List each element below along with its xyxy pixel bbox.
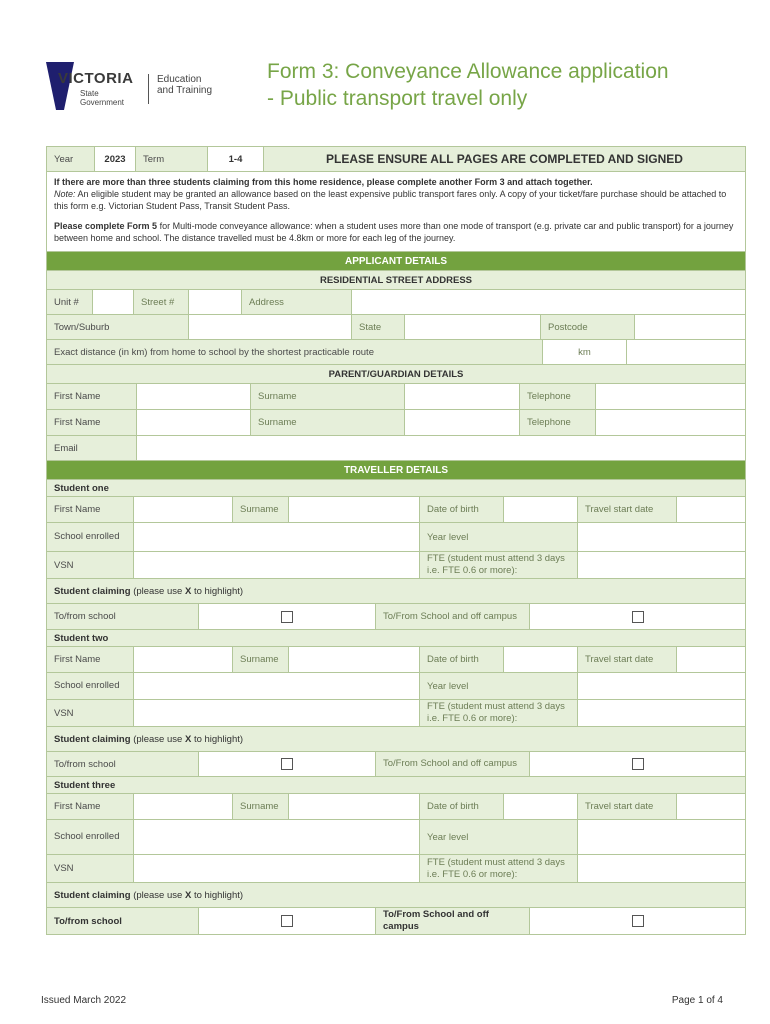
s3-to-from-label: To/from school	[47, 908, 199, 934]
s1-surname-input[interactable]	[289, 497, 420, 522]
s2-to-from-checkbox[interactable]	[199, 752, 376, 776]
parent2-telephone-label: Telephone	[520, 410, 596, 435]
email-row	[47, 436, 745, 461]
street-label: Street #	[134, 290, 189, 314]
student2-school-row	[47, 673, 745, 700]
parent1-surname-label: Surname	[251, 384, 405, 409]
s1-mode-row	[47, 604, 745, 630]
s1-vsn-input[interactable]	[134, 552, 420, 578]
s2-claiming-row	[47, 727, 745, 752]
s3-fte-input[interactable]	[578, 855, 745, 882]
street-input[interactable]	[189, 290, 242, 314]
s3-claiming-label: Student claiming (please use X to highlight)	[47, 883, 745, 907]
logo-name: VICTORIA	[58, 70, 134, 87]
checkbox-icon[interactable]	[281, 611, 293, 623]
info-line1: If there are more than three students claiming from this home residence, please complete another Form 3 and attach together.	[54, 177, 593, 187]
s3-dob-label: Date of birth	[420, 794, 504, 819]
s2-off-campus-checkbox[interactable]	[530, 752, 745, 776]
info-form5: Please complete Form 5 for Multi-mode conveyance allowance: when a student uses more than one mode of transport (e.g. private car and public transport) for a journey between home and school. The distance travelled must be 4.8km or more for each leg of the journey.	[54, 221, 734, 243]
page-number: Page 1 of 4	[671, 995, 723, 1006]
s3-first-input[interactable]	[134, 794, 233, 819]
s3-mode-row	[47, 908, 745, 934]
state-input[interactable]	[405, 315, 541, 339]
checkbox-icon[interactable]	[632, 611, 644, 623]
parent1-surname-input[interactable]	[405, 384, 520, 409]
s3-vsn-input[interactable]	[134, 855, 420, 882]
s3-to-from-checkbox[interactable]	[199, 908, 376, 934]
s1-surname-label: Surname	[233, 497, 289, 522]
s2-fte-label: FTE (student must attend 3 days i.e. FTE 0.6 or more):	[420, 700, 578, 726]
student3-name-row	[47, 794, 745, 820]
s2-vsn-label: VSN	[47, 700, 134, 726]
s1-dob-input[interactable]	[504, 497, 578, 522]
s3-year-level-input[interactable]	[578, 820, 745, 854]
s1-fte-input[interactable]	[578, 552, 745, 578]
s3-claiming-row	[47, 883, 745, 908]
checkbox-icon[interactable]	[281, 758, 293, 770]
page-header	[0, 0, 770, 140]
issued-date: Issued March 2022	[41, 995, 127, 1006]
s2-travel-start-label: Travel start date	[578, 647, 677, 672]
email-input[interactable]	[137, 436, 745, 460]
s2-surname-input[interactable]	[289, 647, 420, 672]
parent2-surname-input[interactable]	[405, 410, 520, 435]
unit-input[interactable]	[93, 290, 134, 314]
s2-year-level-label: Year level	[420, 673, 578, 699]
student1-school-row	[47, 523, 745, 552]
year-term-row	[47, 147, 745, 172]
email-label: Email	[47, 436, 137, 460]
s3-vsn-label: VSN	[47, 855, 134, 882]
s3-surname-input[interactable]	[289, 794, 420, 819]
unit-label: Unit #	[47, 290, 93, 314]
parent2-first-label: First Name	[47, 410, 137, 435]
s3-fte-label: FTE (student must attend 3 days i.e. FTE 0.6 or more):	[420, 855, 578, 882]
department-name: Education and Training	[157, 74, 213, 96]
s3-first-label: First Name	[47, 794, 134, 819]
km-label[interactable]: km	[543, 340, 627, 364]
s2-claiming-label: Student claiming (please use X to highlight)	[47, 727, 745, 751]
traveller-banner: TRAVELLER DETAILS	[47, 461, 745, 479]
s1-to-from-label: To/from school	[47, 604, 199, 629]
s2-year-level-input[interactable]	[578, 673, 745, 699]
application-form	[46, 146, 746, 935]
s1-fte-label: FTE (student must attend 3 days i.e. FTE 0.6 or more):	[420, 552, 578, 578]
s3-surname-label: Surname	[233, 794, 289, 819]
address-header: RESIDENTIAL STREET ADDRESS	[47, 271, 745, 289]
s1-year-level-input[interactable]	[578, 523, 745, 551]
s3-travel-start-input[interactable]	[677, 794, 745, 819]
s1-travel-start-input[interactable]	[677, 497, 745, 522]
parent2-first-input[interactable]	[137, 410, 251, 435]
s2-school-label: School enrolled	[47, 673, 134, 699]
applicant-banner: APPLICANT DETAILS	[47, 252, 745, 270]
s2-fte-input[interactable]	[578, 700, 745, 726]
s1-claiming-label: Student claiming (please use X to highlight)	[47, 579, 745, 603]
logo-sub: State Government	[80, 89, 125, 107]
s2-first-input[interactable]	[134, 647, 233, 672]
parent1-first-input[interactable]	[137, 384, 251, 409]
parent2-telephone-input[interactable]	[596, 410, 745, 435]
s3-travel-start-label: Travel start date	[578, 794, 677, 819]
s2-dob-input[interactable]	[504, 647, 578, 672]
s1-first-label: First Name	[47, 497, 134, 522]
term-label: Term	[136, 147, 208, 171]
parent1-telephone-label: Telephone	[520, 384, 596, 409]
s2-to-from-label: To/from school	[47, 752, 199, 776]
s2-vsn-input[interactable]	[134, 700, 420, 726]
s3-year-level-label: Year level	[420, 820, 578, 854]
term-value[interactable]: 1-4	[208, 147, 264, 171]
s3-school-input[interactable]	[134, 820, 420, 854]
s1-first-input[interactable]	[134, 497, 233, 522]
parent1-first-label: First Name	[47, 384, 137, 409]
s2-mode-row	[47, 752, 745, 777]
parent-header: PARENT/GUARDIAN DETAILS	[47, 365, 745, 383]
student3-vsn-row	[47, 855, 745, 883]
student-title: Student three	[47, 777, 745, 793]
s1-to-from-checkbox[interactable]	[199, 604, 376, 629]
parent1-telephone-input[interactable]	[596, 384, 745, 409]
town-row	[47, 315, 745, 340]
address-input[interactable]	[352, 290, 745, 314]
s2-dob-label: Date of birth	[420, 647, 504, 672]
s1-school-label: School enrolled	[47, 523, 134, 551]
student1-name-row	[47, 497, 745, 523]
parent-row-1	[47, 384, 745, 410]
s1-school-input[interactable]	[134, 523, 420, 551]
student-title: Student two	[47, 630, 745, 646]
s1-off-campus-label: To/From School and off campus	[376, 604, 530, 629]
s1-claiming-row	[47, 579, 745, 604]
parent-row-2	[47, 410, 745, 436]
s3-dob-input[interactable]	[504, 794, 578, 819]
student2-vsn-row	[47, 700, 745, 727]
s2-off-campus-label: To/From School and off campus	[376, 752, 530, 776]
student2-name-row	[47, 647, 745, 673]
s1-travel-start-label: Travel start date	[578, 497, 677, 522]
parent2-surname-label: Surname	[251, 410, 405, 435]
state-label: State	[352, 315, 405, 339]
distance-row	[47, 340, 745, 365]
s1-dob-label: Date of birth	[420, 497, 504, 522]
town-label: Town/Suburb	[47, 315, 189, 339]
s3-off-campus-checkbox[interactable]	[530, 908, 745, 934]
page-title: Form 3: Conveyance Allowance application - Public transport travel only	[267, 60, 669, 110]
checkbox-icon[interactable]	[632, 915, 644, 927]
student-title: Student one	[47, 480, 745, 496]
student3-school-row	[47, 820, 745, 855]
s2-first-label: First Name	[47, 647, 134, 672]
town-input[interactable]	[189, 315, 352, 339]
s1-vsn-label: VSN	[47, 552, 134, 578]
postcode-input[interactable]	[635, 315, 745, 339]
s3-off-campus-label: To/From School and off campus	[376, 908, 530, 934]
s1-off-campus-checkbox[interactable]	[530, 604, 745, 629]
s1-year-level-label: Year level	[420, 523, 578, 551]
distance-label: Exact distance (in km) from home to school by the shortest practicable route	[47, 340, 543, 364]
postcode-label: Postcode	[541, 315, 635, 339]
distance-input[interactable]	[627, 340, 745, 364]
student1-vsn-row	[47, 552, 745, 579]
logo-divider	[148, 74, 149, 104]
address-row	[47, 290, 745, 315]
s3-school-label: School enrolled	[47, 820, 134, 854]
checkbox-icon[interactable]	[281, 915, 293, 927]
info-block	[47, 172, 745, 252]
year-value[interactable]: 2023	[95, 147, 136, 171]
s2-travel-start-input[interactable]	[677, 647, 745, 672]
address-label: Address	[242, 290, 352, 314]
s2-school-input[interactable]	[134, 673, 420, 699]
notice: PLEASE ENSURE ALL PAGES ARE COMPLETED AND SIGNED	[264, 147, 745, 171]
year-label: Year	[47, 147, 95, 171]
checkbox-icon[interactable]	[632, 758, 644, 770]
info-note: Note: An eligible student may be granted an allowance based on the least expensive public transport fares only. A copy of your ticket/fare purchase should be attached to this form e.g. Victorian Student Pass, Transit Student Pass.	[54, 189, 727, 211]
s2-surname-label: Surname	[233, 647, 289, 672]
